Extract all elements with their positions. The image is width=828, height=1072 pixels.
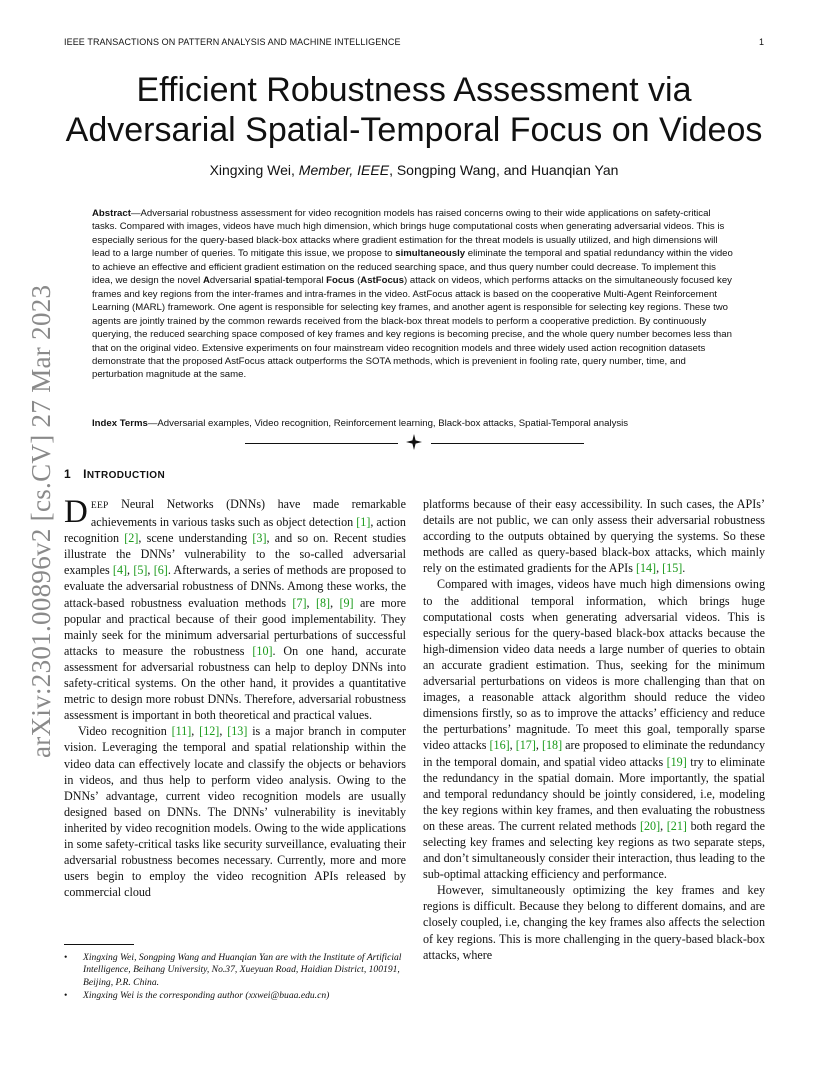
citation-link[interactable]: [18] [541,738,563,753]
citation-link[interactable]: [14] [635,561,657,576]
bullet-icon: • [64,989,68,1001]
acronym-letter: s [254,275,260,287]
footnote-text: Xingxing Wei is the corresponding author (xxwei@buaa.edu.cn) [83,989,330,1001]
acronym-letter: t [285,275,289,287]
section-title-rest: NTRODUCTION [86,470,166,481]
section-heading-introduction [64,467,165,481]
body-text: Neural Networks (DNNs) have made remarkable achievements in various tasks such as object detection [90,497,406,530]
citation-link[interactable]: [7] [292,595,307,610]
separator-rule-right [431,443,584,444]
body-text: try to eliminate the redundancy in the spatial domain. More importantly, the spatial and temporal redundancy should be jointly considered, i.e, modeling the key regions within key frames, and then evaluating the robustness on these areas. The current related methods [423,754,765,833]
body-text: Compared with images, videos have much high dimensions owing to the additional temporal information, which brings huge computational costs when generating adversarial videos. This is especially serious for the query-based black-box attacks because the high-dimension video data needs a large number of queries to obtain an accurate gradient estimation. Thus, seeking for the minimum adversarial perturbations on videos is more challenging than that on images, a reasonable attack algorithm should reduce the video dimensions firstly, so as to improve the attacks’ efficiency and reduce the perturbations’ magnitude. To meet this goal, temporally sparse video attacks [423,577,765,753]
acronym-word: Focus [326,275,355,287]
citation-link[interactable]: [13] [227,724,248,739]
abstract-text: eliminate the temporal and spatial redundancy within the video to achieve an effective and efficient gradient estimation on the reduced searching space, and thus query number could decrease. To implement this idea, we design the novel [92,248,733,287]
citation-link[interactable]: [4] [112,563,128,578]
section-number: 1 [64,467,72,481]
other-authors: , Songping Wang, and Huanqian Yan [389,162,619,178]
acronym-letter: A [202,275,210,287]
citation-link[interactable]: [8] [315,595,331,610]
citation-link[interactable]: [1] [356,515,371,530]
method-name: AstFocus [360,275,405,287]
abstract-text: —Adversarial robustness assessment for video recognition models has raised concerns owing to their wide applications on safety-critical tasks. Compared with images, videos have much high dimension, which brings huge computational costs when generating adversarial videos. This is especially serious for the query-based black-box attacks where gradient estimation for the threat models is usually utilized, and high dimensions will lead to a large number of queries. To mitigate this issue, we propose to [92,208,725,260]
index-terms [92,418,736,429]
citation-link[interactable]: [2] [124,531,139,546]
drop-cap: D [64,494,88,530]
body-text: is a major branch in computer vision. Leveraging the temporal and spatial relationship within the video data can effectively locate and classify the objects or behaviors in videos, and thus help to perform video analysis. Owing to the DNNs’ advantage, current video recognition models are usually designed based on DNNs. The DNNs’ vulnerability is inevitably inherited by video recognition models. Owing to the wide applications in some safety-critical tasks like security surveillance, evaluating their adversarial robustness becomes necessary. Currently, more and more users begin to employ the video recognition APIs released by commercial cloud [64,724,407,900]
body-text: are more popular and practical because of their good implementability. They mainly seek for the minimum adversarial perturbations of successful attacks to measure the robustness [64,595,406,658]
body-text: , [191,724,200,739]
citation-link[interactable]: [3] [252,531,267,546]
citation-link[interactable]: [21] [666,818,687,833]
index-terms-label: Index Terms [92,418,148,429]
citation-link[interactable]: [9] [339,595,354,610]
body-text: , action recognition [64,515,406,546]
paper-title-line-2: Adversarial Spatial-Temporal Focus on Videos [65,111,763,149]
paper-title [60,70,768,150]
abstract-text: dversarial [209,275,255,287]
paragraph [64,723,406,900]
section-title-initial: I [83,467,87,481]
paragraph [423,496,765,576]
citation-link[interactable]: [16] [489,738,510,753]
body-text: . [682,561,686,576]
abstract-emphasis: simultaneously [395,248,466,260]
paper-title-line-1: Efficient Robustness Assessment via [136,71,692,109]
abstract [92,207,736,382]
citation-link[interactable]: [11] [171,724,192,739]
body-text: Video recognition [78,724,172,739]
body-text: , [219,724,228,739]
citation-link[interactable]: [17] [515,738,536,753]
citation-link[interactable]: [10] [252,643,273,658]
body-text: , scene understanding [138,531,253,546]
body-text: both regard the selecting key frames and selecting key regions as two separate steps, and don’t simultaneously consider their interaction, thus leading to the sub-optimal attacking efficiency and performance. [423,818,765,882]
body-text: , [306,595,316,610]
body-text: are proposed to eliminate the redundancy in the temporal domain, and spatial video attacks [423,738,765,769]
bullet-icon: • [64,952,68,963]
smallcaps-text: EEP [90,501,109,511]
abstract-text: emporal [288,275,327,287]
body-text: , [509,738,516,753]
body-text: However, simultaneously optimizing the key frames and key regions is difficult. Because they belong to different domains, and are closely coupled, i.e, changing the key frames also affects the selection of key regions. This is more challenging in the query-based black-box attacks, where [423,883,765,962]
body-text: , [535,738,542,753]
body-text: . Afterwards, a series of methods are proposed to evaluate the adversarial robustness of DNNs. Among these works, the attack-based robustness evaluation methods [64,563,407,610]
body-text: , [127,563,134,578]
paragraph [423,882,765,962]
footnotes [64,952,406,1003]
arxiv-stamp: arXiv:2301.00896v2 [cs.CV] 27 Mar 2023 [26,284,56,758]
author-1: Xingxing Wei, [209,162,299,178]
body-column-left [64,496,406,900]
running-header-journal: IEEE TRANSACTIONS ON PATTERN ANALYSIS AND MACHINE INTELLIGENCE [64,37,401,47]
footnote-affiliation [64,952,406,989]
citation-link[interactable]: [12] [199,724,220,739]
body-text: , [656,561,663,576]
abstract-label: Abstract [92,208,131,219]
citation-link[interactable]: [5] [133,563,148,578]
body-text: , [330,595,340,610]
index-terms-text: —Adversarial examples, Video recognition, Reinforcement learning, Black-box attacks, Spatial-Temporal analysis [147,418,629,429]
author-1-membership: Member, IEEE [298,162,390,178]
paragraph [423,576,765,882]
four-point-star-icon [406,434,422,450]
author-list [60,162,768,178]
abstract-text: patial- [259,275,286,287]
footnote-text: Xingxing Wei, Songping Wang and Huanqian Yan are with the Institute of Artificial Intelligence, Beihang University, No.37, Xueyuan Road, Haidian District, 100191, Beijing, P.R. China. [83,952,402,988]
citation-link[interactable]: [15] [662,561,683,576]
running-header-page-number: 1 [759,37,765,47]
abstract-text: ) attack on videos, which performs attacks on the simultaneously focused key frames and key regions from the inter-frames and intra-frames in the video. AstFocus attack is based on the cooperative Multi-Agent Reinforcement Learning (MARL) framework. One agent is responsible for selecting key frames, and another agent is responsible for selecting key regions. These two agents are jointly trained by the common rewards received from the black-box threat models to perform a cooperative prediction. By continuously querying, the reduced searching space composed of key frames and key regions is becoming precise, and the whole query number becomes less than that on the original video. Extensive experiments on four mainstream video recognition models and three widely used action recognition datasets demonstrate that the proposed AstFocus attack outperforms the SOTA methods, which is prevenient in fooling rate, query number, time, and perturbation magnitude at the same. [92,275,732,381]
footnote-rule [64,944,134,945]
body-text: , [660,818,667,833]
body-text: platforms because of their easy accessibility. In such cases, the APIs’ details are not public, we can only assess their adversarial robustness according to the outputs obtained by querying the systems. So these methods are called as query-based black-box attacks, which mainly rely on the estimated gradients for the APIs [423,497,765,576]
abstract-text: ( [354,275,361,287]
body-text: . On one hand, accurate assessment for adversarial robustness can help to deploy DNNs into safety-critical systems. On the other hand, it provides a quantitative metric to design more robust DNNs. Therefore, adversarial robustness assessment is important in both theoretical and practical values. [64,643,407,723]
footnote-corresponding-author [64,990,406,1002]
paragraph [64,496,406,723]
citation-link[interactable]: [19] [666,754,687,769]
body-text: , and so on. Recent studies illustrate the DNNs’ vulnerability to the so-called adversarial examples [64,531,406,578]
citation-link[interactable]: [20] [639,818,661,833]
separator-rule-left [245,443,398,444]
body-column-right [423,496,765,963]
citation-link[interactable]: [6] [153,563,168,578]
body-text: , [147,563,154,578]
